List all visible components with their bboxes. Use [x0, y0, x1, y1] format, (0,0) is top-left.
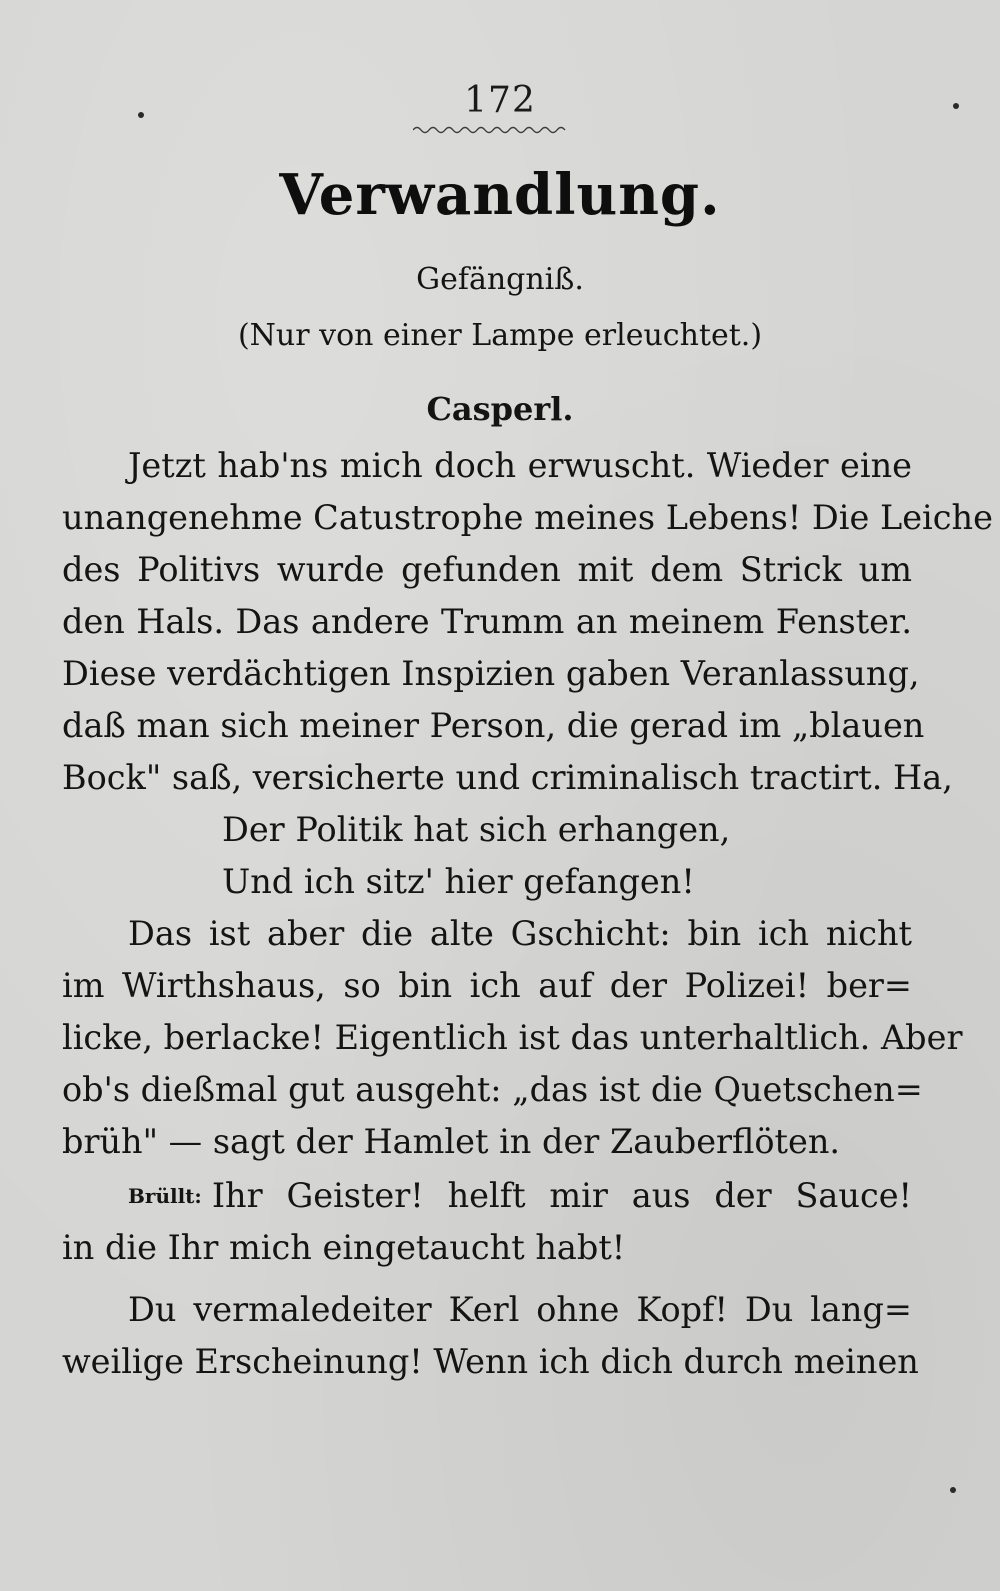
ornament-rule: [413, 124, 568, 136]
page-number: 172: [464, 80, 536, 121]
text-line: daß man sich meiner Person, die gerad im „blauen: [62, 706, 925, 745]
ink-speck: [950, 1487, 956, 1493]
text-line: licke, berlacke! Eigentlich ist das unterhaltlich. Aber: [62, 1018, 963, 1057]
text-line: den Hals. Das andere Trumm an meinem Fenster.: [62, 602, 912, 641]
cue-line-text: Ihr Geister! helft mir aus der Sauce!: [211, 1176, 912, 1215]
scene-heading: Verwandlung.: [279, 162, 721, 228]
cue-line: [128, 1176, 912, 1216]
text-line: Das ist aber die alte Gschicht: bin ich nicht: [128, 914, 912, 953]
stage-direction: (Nur von einer Lampe erleuchtet.): [237, 318, 763, 353]
text-line: im Wirthshaus, so bin ich auf der Polizei! ber=: [62, 966, 912, 1005]
stage-cue: Brüllt:: [128, 1184, 202, 1208]
text-line: ob's dießmal gut ausgeht: „das ist die Quetschen=: [62, 1070, 923, 1109]
speaker-name: Casperl.: [426, 390, 574, 428]
text-line: unangenehme Catustrophe meines Lebens! Die Leiche: [62, 498, 993, 537]
verse-line: Der Politik hat sich erhangen,: [222, 810, 731, 849]
verse-line: Und ich sitz' hier gefangen!: [222, 862, 695, 901]
text-line: des Politivs wurde gefunden mit dem Strick um: [62, 550, 912, 589]
text-line: Jetzt hab'ns mich doch erwuscht. Wieder eine: [128, 446, 912, 485]
text-line: Bock" saß, versicherte und criminalisch tractirt. Ha,: [62, 758, 953, 797]
text-line: Diese verdächtigen Inspizien gaben Veranlassung,: [62, 654, 920, 693]
scene-location: Gefängniß.: [416, 262, 584, 297]
text-line: weilige Erscheinung! Wenn ich dich durch meinen: [62, 1342, 919, 1381]
text-line: Du vermaledeiter Kerl ohne Kopf! Du lang=: [128, 1290, 912, 1329]
text-line: brüh" — sagt der Hamlet in der Zauberflöten.: [62, 1122, 841, 1161]
text-line: in die Ihr mich eingetaucht habt!: [62, 1228, 626, 1267]
